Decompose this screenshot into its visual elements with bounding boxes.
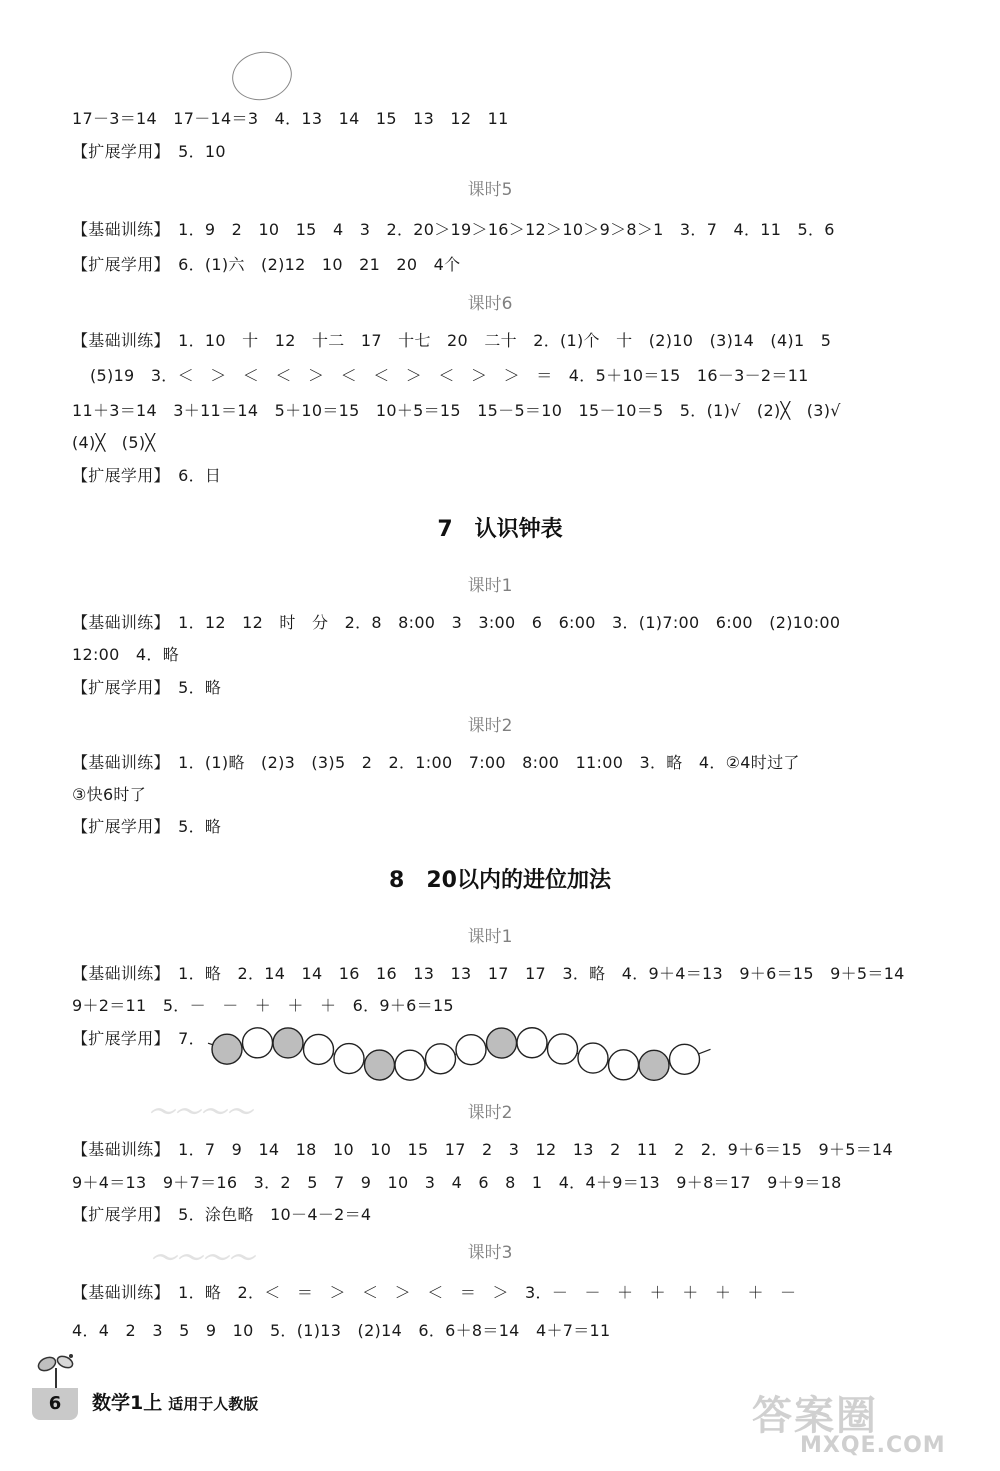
answer-line-11: 12:00 4．略 xyxy=(72,645,179,664)
lesson-subtitle: 课时1 xyxy=(467,927,513,947)
subject-label: 数学1上 xyxy=(92,1392,163,1414)
chapter-title: 8 20以内的进位加法 xyxy=(389,868,611,893)
stamp-mark xyxy=(228,47,295,105)
answer-line-10: 【基础训练】 1．12 12 时 分 2．8 8:00 3 3:00 6 6:00 3．(1)7:00 6:00 (2)10:00 xyxy=(72,613,841,632)
answer-line-15: 【扩展学用】 5．略 xyxy=(72,817,222,836)
bead-string-figure xyxy=(200,1024,720,1084)
bead-plain xyxy=(304,1034,334,1064)
answer-line-7: 11＋3＝14 3＋11＝14 5＋10＝15 10＋5＝15 15－5＝10 15－10＝5 5．(1)√ (2)╳ (3)√ xyxy=(72,401,841,420)
answer-line-2: 【扩展学用】 5．10 xyxy=(72,142,226,161)
bead-plain xyxy=(548,1034,578,1064)
answer-line-9: 【扩展学用】 6．日 xyxy=(72,466,222,485)
bead-shaded xyxy=(639,1050,669,1080)
lesson-subtitle: 课时5 xyxy=(467,180,513,200)
answer-line-19: 【基础训练】 1．7 9 14 18 10 10 15 17 2 3 12 13 2 11 2 2．9＋6＝15 9＋5＝14 xyxy=(72,1140,894,1159)
bead-plain xyxy=(670,1044,700,1074)
bead-plain xyxy=(426,1044,456,1074)
book-title xyxy=(92,1388,258,1415)
lesson-subtitle: 课时6 xyxy=(467,294,513,314)
answer-line-16: 【基础训练】 1．略 2．14 14 16 16 13 13 17 17 3．略 4．9＋4＝13 9＋6＝15 9＋5＝14 xyxy=(72,964,905,983)
answer-line-20: 9＋4＝13 9＋7＝16 3．2 5 7 9 10 3 4 6 8 1 4．4＋9＝13 9＋8＝17 9＋9＝18 xyxy=(72,1173,842,1192)
answer-line-17: 9＋2＝11 5．－ － ＋ ＋ ＋ 6．9＋6＝15 xyxy=(72,996,454,1015)
lesson-subtitle: 课时3 xyxy=(467,1243,513,1263)
lesson-subtitle: 课时2 xyxy=(467,716,513,736)
answer-line-13: 【基础训练】 1．(1)略 (2)3 (3)5 2 2．1:00 7:00 8:00 11:00 3．略 4．②4时过了 xyxy=(72,753,800,772)
bead-plain xyxy=(609,1050,639,1080)
answer-line-12: 【扩展学用】 5．略 xyxy=(72,678,222,697)
bead-shaded xyxy=(212,1034,242,1064)
bead-plain xyxy=(334,1044,364,1074)
site-watermark: 答案圈 xyxy=(752,1393,878,1439)
answer-line-5: 【基础训练】 1．10 十 12 十二 17 十七 20 二十 2．(1)个 十 (2)10 (3)14 (4)1 5 xyxy=(72,331,832,350)
bead-plain xyxy=(395,1050,425,1080)
bead-shaded xyxy=(273,1028,303,1058)
answer-line-23: 4．4 2 3 5 9 10 5．(1)13 (2)14 6．6＋8＝14 4＋7＝11 xyxy=(72,1321,611,1340)
faint-watermark: ～～～～ xyxy=(148,1098,253,1128)
bead-shaded xyxy=(487,1028,517,1058)
bead-plain xyxy=(456,1035,486,1065)
answer-line-21: 【扩展学用】 5．涂色略 10－4－2＝4 xyxy=(72,1205,372,1224)
answer-line-22: 【基础训练】 1．略 2．＜ ＝ ＞ ＜ ＞ ＜ ＝ ＞ 3．－ － ＋ ＋ ＋ ＋ ＋ － xyxy=(72,1283,797,1302)
page-number: 6 xyxy=(32,1388,78,1420)
faint-watermark: ～～～～ xyxy=(150,1244,255,1274)
answer-line-4: 【扩展学用】 6．(1)六 (2)12 10 21 20 4个 xyxy=(72,255,461,274)
answer-line-18: 【扩展学用】 7． xyxy=(72,1029,205,1048)
edition-label: 适用于人教版 xyxy=(168,1395,259,1413)
answer-line-14: ③快6时了 xyxy=(72,785,147,804)
sprout-icon xyxy=(34,1348,78,1392)
answer-line-1: 17－3＝14 17－14＝3 4．13 14 15 13 12 11 xyxy=(72,109,509,128)
bead-shaded xyxy=(365,1050,395,1080)
answer-line-8: (4)╳ (5)╳ xyxy=(72,433,156,452)
chapter-title: 7 认识钟表 xyxy=(437,517,563,542)
bead-plain xyxy=(578,1043,608,1073)
answer-line-3: 【基础训练】 1．9 2 10 15 4 3 2．20＞19＞16＞12＞10＞9＞8＞1 3．7 4．11 5．6 xyxy=(72,220,835,239)
lesson-subtitle: 课时1 xyxy=(467,576,513,596)
bead-plain xyxy=(243,1028,273,1058)
bead-plain xyxy=(517,1028,547,1058)
site-watermark-url: MXQE.COM xyxy=(800,1433,946,1458)
lesson-subtitle: 课时2 xyxy=(467,1103,513,1123)
answer-line-6: (5)19 3．＜ ＞ ＜ ＜ ＞ ＜ ＜ ＞ ＜ ＞ ＞ ＝ 4．5＋10＝15 16－3－2＝11 xyxy=(90,366,809,385)
